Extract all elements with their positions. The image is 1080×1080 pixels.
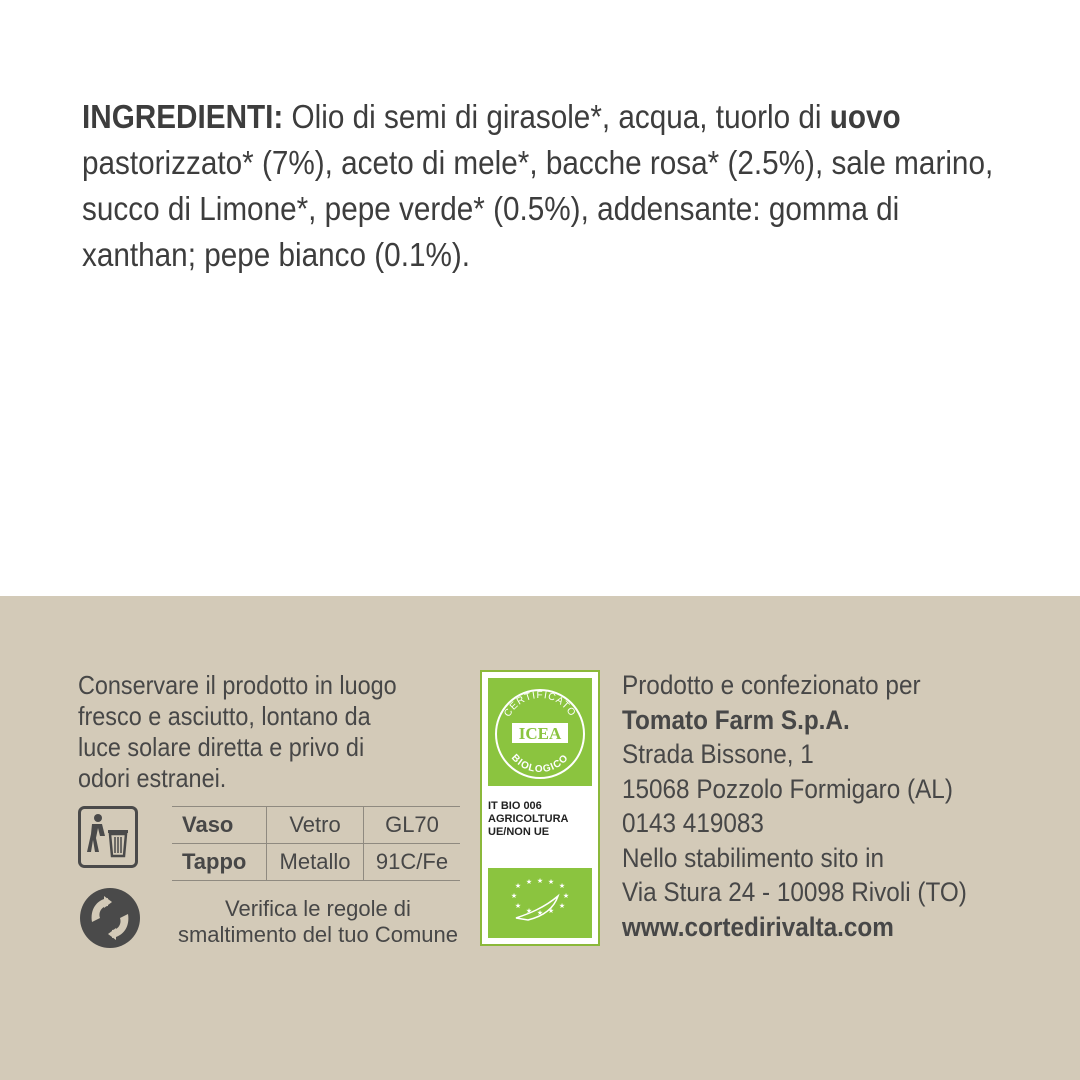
icea-badge-top: CERTIFICATO: [502, 689, 578, 719]
address-line: 15068 Pozzolo Formigaro (AL): [622, 773, 953, 804]
svg-text:★: ★: [536, 909, 544, 917]
packaging-material: Metallo: [267, 844, 364, 881]
info-panel: [0, 596, 1080, 1080]
disposal-line: smaltimento del tuo Comune: [177, 922, 459, 947]
svg-text:★: ★: [558, 902, 566, 910]
producer-intro: Prodotto e confezionato per: [622, 670, 921, 700]
ingredients-label: INGREDIENTI:: [82, 98, 284, 135]
svg-text:★: ★: [510, 892, 518, 900]
website-link[interactable]: www.cortedirivalta.com: [622, 911, 894, 942]
ingredients-text-1: Olio di semi di girasole*, acqua, tuorlo di: [283, 98, 830, 135]
green-dot-recycle-icon: [78, 886, 142, 950]
packaging-part: Tappo: [172, 844, 267, 881]
certification-code-line: UE/NON UE: [488, 826, 550, 838]
svg-text:★: ★: [547, 907, 555, 915]
svg-text:★: ★: [558, 882, 566, 890]
packaging-part: Vaso: [172, 807, 267, 844]
storage-line: fresco e asciutto, lontano da: [78, 701, 371, 731]
storage-line: odori estranei.: [78, 763, 227, 793]
storage-line: Conservare il prodotto in luogo: [78, 670, 397, 700]
icea-logo: [488, 678, 592, 786]
svg-text:★: ★: [514, 902, 522, 910]
plant-intro: Nello stabilimento sito in: [622, 842, 885, 873]
storage-line: luce solare diretta e privo di: [78, 732, 365, 762]
certification-code: [488, 800, 598, 839]
phone-number: 0143 419083: [622, 808, 764, 838]
svg-text:★: ★: [536, 877, 544, 885]
table-row: [172, 807, 460, 844]
trash-bin-icon: [78, 806, 138, 868]
ingredients-bold-word: uovo: [829, 98, 901, 135]
certification-code-line: IT BIO 006: [488, 800, 542, 812]
svg-text:★: ★: [525, 878, 533, 886]
ingredients-text: [82, 94, 1009, 278]
svg-text:★: ★: [562, 892, 570, 900]
storage-instructions: [78, 670, 456, 794]
disposal-note: [158, 896, 478, 948]
plant-address: Via Stura 24 - 10098 Rivoli (TO): [622, 877, 967, 907]
address-line: Strada Bissone, 1: [622, 739, 814, 769]
packaging-code: GL70: [364, 807, 461, 844]
packaging-code: 91C/Fe: [364, 844, 461, 881]
company-name: Tomato Farm S.p.A.: [622, 704, 850, 735]
ingredients-text-2: pastorizzato* (7%), aceto di mele*, bacche rosa* (2.5%), sale marino, succo di Limone*, pepe verde* (0.5%), addensante: gomma di xanthan; pepe bianco (0.1%).: [82, 144, 994, 273]
svg-text:★: ★: [547, 878, 555, 886]
svg-text:★: ★: [514, 882, 522, 890]
eu-organic-leaf-icon: [488, 868, 592, 938]
packaging-material: Vetro: [267, 807, 364, 844]
producer-info: [622, 668, 1018, 944]
disposal-line: Verifica le regole di: [225, 896, 411, 921]
table-row: [172, 844, 460, 881]
icea-badge-bottom: BIOLOGICO: [508, 752, 572, 776]
icea-badge-center: ICEA: [518, 724, 562, 743]
svg-text:★: ★: [525, 907, 533, 915]
organic-certification: [480, 670, 600, 946]
certification-code-line: AGRICOLTURA: [488, 813, 569, 825]
packaging-table: [172, 806, 460, 881]
